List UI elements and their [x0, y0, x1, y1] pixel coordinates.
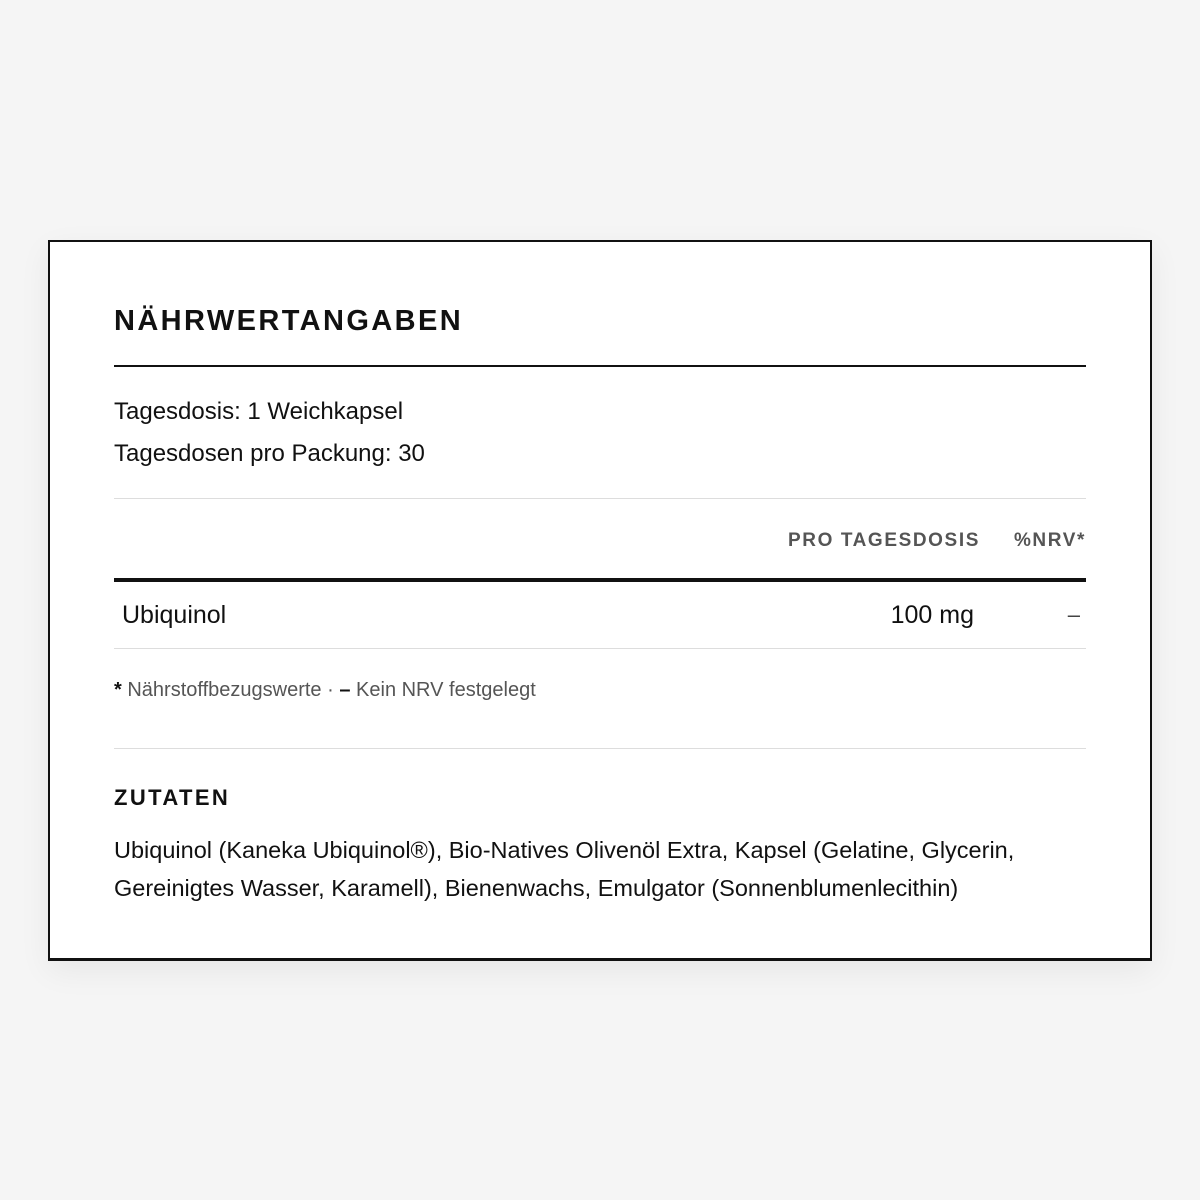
nutrition-facts-card [48, 240, 1152, 961]
ingredients-text: Ubiquinol (Kaneka Ubiquinol®), Bio-Natives Olivenöl Extra, Kapsel (Gelatine, Glycerin, Gereinigtes Wasser, Karamell), Bienenwachs, Emulgator (Sonnenblumenlecithin) [114, 837, 1015, 901]
column-header-nrv: %NRV* [1013, 530, 1086, 551]
daily-dose: Tagesdosis: 1 Weichkapsel [114, 398, 404, 425]
footnote-dash-mark: – [339, 679, 351, 701]
nutrient-name: Ubiquinol [122, 601, 227, 629]
column-header-amount: PRO TAGESDOSIS [787, 530, 980, 551]
dose-divider [114, 498, 1086, 499]
nutrition-title: NÄHRWERTANGABEN [114, 305, 464, 337]
table-row-divider [114, 648, 1086, 649]
section-divider [114, 748, 1086, 749]
nutrient-amount: 100 mg [890, 601, 974, 629]
footnote [114, 676, 536, 704]
ingredients-title: ZUTATEN [114, 785, 231, 810]
footnote-separator: · [327, 679, 334, 701]
doses-per-pack: Tagesdosen pro Packung: 30 [114, 440, 425, 467]
footnote-star-mark: * [114, 679, 122, 701]
footnote-star-text: Nährstoffbezugswerte [127, 679, 322, 701]
footnote-dash-text: Kein NRV festgelegt [356, 679, 536, 701]
table-row [114, 582, 1086, 648]
card-content [114, 242, 1086, 958]
title-divider [114, 365, 1086, 367]
nutrient-nrv: – [1067, 602, 1080, 627]
